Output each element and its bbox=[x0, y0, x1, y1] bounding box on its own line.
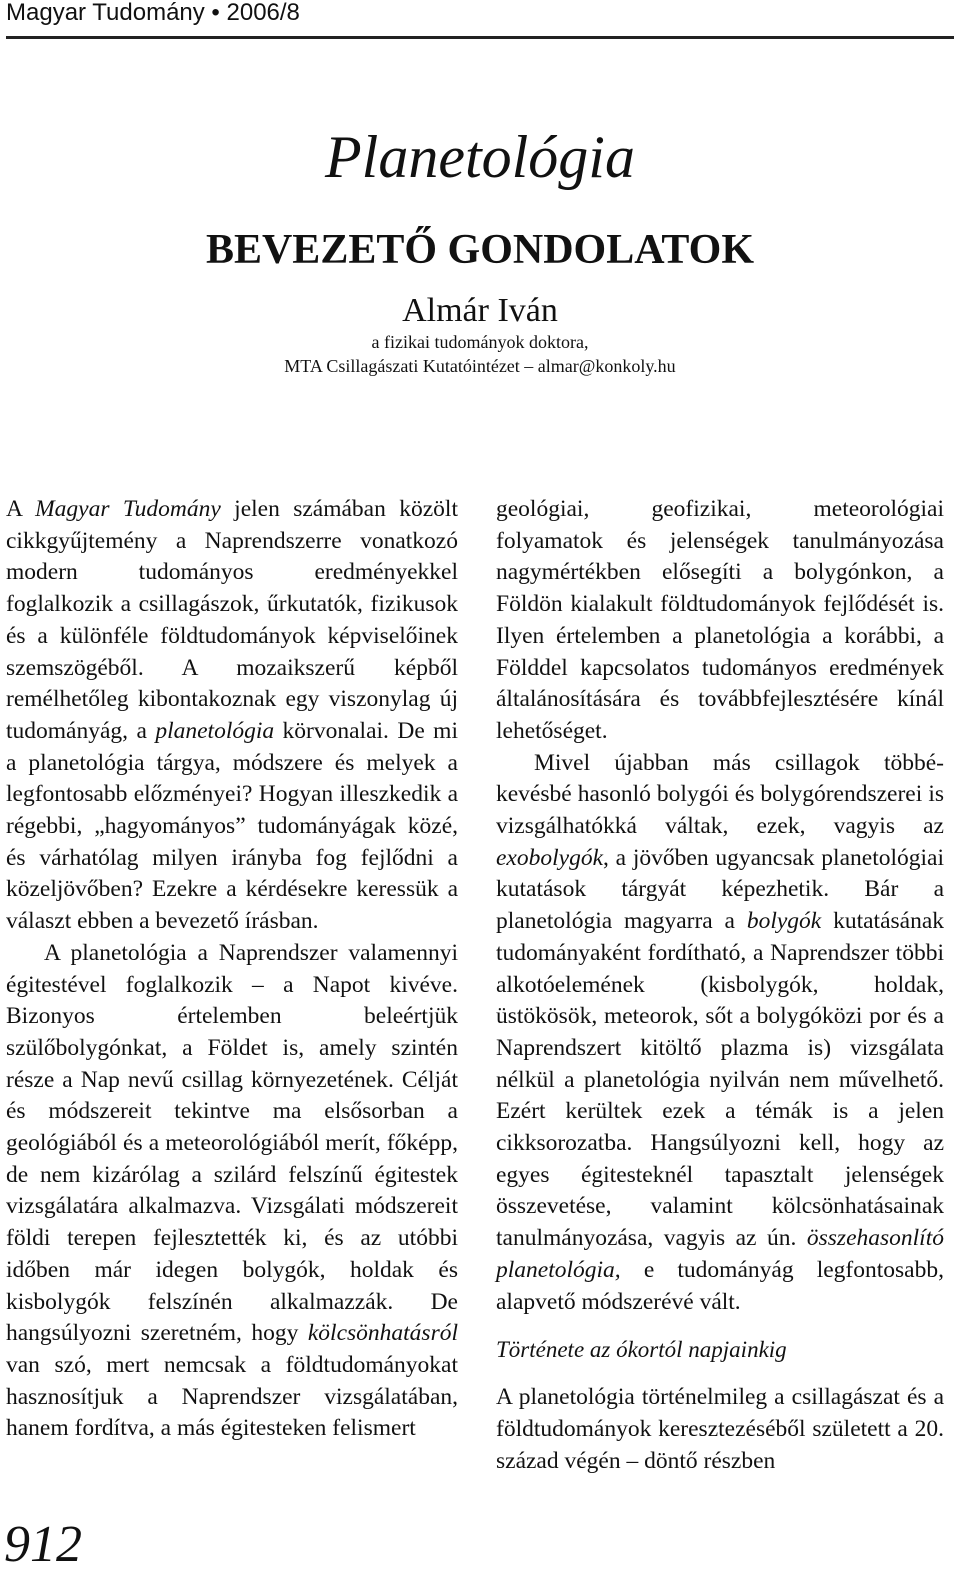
intro-paragraph: A Magyar Tudomány jelen számában közölt cikkgyűjtemény a Naprendszerre vonatkozó modern tudományos eredményekkel foglalkozik a csillagászok, űrkutatók, fizikusok és a különféle földtudományok képviselőinek szemszögéből. A mozaikszerű képből remélhetőleg kibontakoznak egy viszonylag új tudományág, a planetológia körvonalai. De mi a planetológia tárgya, módszere és melyek a legfontosabb előzményei? Hogyan illeszkedik a régebbi, „hagyományos” tudományágak közé, és várhatólag milyen irányba fog fejlődni a közeljövőben? Ezekre a kérdésekre keressük a választ ebben a bevezető írásban. bbox=[6, 496, 458, 935]
running-header bbox=[6, 0, 954, 39]
journal-issue: Magyar Tudomány • 2006/8 bbox=[6, 0, 300, 26]
author-name: Almár Iván bbox=[402, 292, 558, 329]
body-paragraph: Mivel újabban más csillagok többé-kevésbé hasonló bolygói és bolygórendszerei is vizsgálhatókká váltak, ezek, vagyis az exobolygók, a jövőben ugyancsak planetológiai kutatások tárgyát képezhetik. Bár a planetológia magyarra a bolygók kutatásának tudományaként fordítható, a Naprendszer többi alkotóelemének (kisbolygók, holdak, üstökösök, meteorok, sőt a bolygóközi por és a Naprendszert kitöltő plazma is) vizsgálata nélkül a planetológia nyilván nem művelhető. Ezért kerültek ezek a témák is a jelen cikksorozatba. Hangsúlyozni kell, hogy az egyes égitesteknél tapasztalt jelenségek összevetése, valamint kölcsönhatásainak tanulmányozása, vagyis az ún. összehasonlító planetológia, e tudományág legfontosabb, alapvető módszerévé vált. bbox=[496, 749, 944, 1315]
body-paragraph: A planetológia a Naprendszer valamennyi égitestével foglalkozik – a Napot kivéve. Bizonyos értelemben beleértjük szülőbolygónkat, a Földet is, amely szintén része a Nap nevű csillag környezetének. Célját és módszereit tekintve ma elsősorban a geológiából és a meteorológiából merít, főképp, de nem kizárólag a szilárd felszínű égitestek vizsgálatára alkalmazva. Vizsgálati módszereit földi terepen fejlesztették ki, és az utóbbi időben már idegen bolygók, holdak és kisbolygók felszínén alkalmazzák. De hangsúlyozni szeretném, hogy kölcsönhatásról van szó, mert nemcsak a földtudományokat hasznosítjuk a Naprendszer vizsgálatában, hanem fordítva, a más égitesteken felismert bbox=[6, 939, 458, 1442]
article-subtitle: BEVEZETŐ GONDOLATOK bbox=[205, 227, 755, 273]
page-number: 912 bbox=[4, 1516, 82, 1573]
section-paragraph: A planetológia történelmileg a csillagászat és a földtudományok keresztezéséből született a 20. század végén – döntő részben bbox=[496, 1384, 944, 1474]
author-affiliation: MTA Csillagászati Kutatóintézet – almar@konkoly.hu bbox=[284, 356, 676, 376]
article-title: Planetológia bbox=[325, 124, 635, 190]
right-column bbox=[496, 494, 944, 1477]
author-degree: a fizikai tudományok doktora, bbox=[371, 332, 589, 352]
left-column bbox=[6, 494, 458, 1445]
section-heading: Története az ókortól napjainkig bbox=[496, 1337, 787, 1363]
body-paragraph-continued: geológiai, geofizikai, meteorológiai folyamatok és jelenségek tanulmányozása nagymértékben elősegíti a bolygónkon, a Földön kialakult földtudományok fejlődését is. Ilyen értelemben a planetológia a korábbi, a Földdel kapcsolatos tudományos eredmények általánosítására és továbbfejlesztésére kínál lehetőséget. bbox=[496, 496, 944, 744]
